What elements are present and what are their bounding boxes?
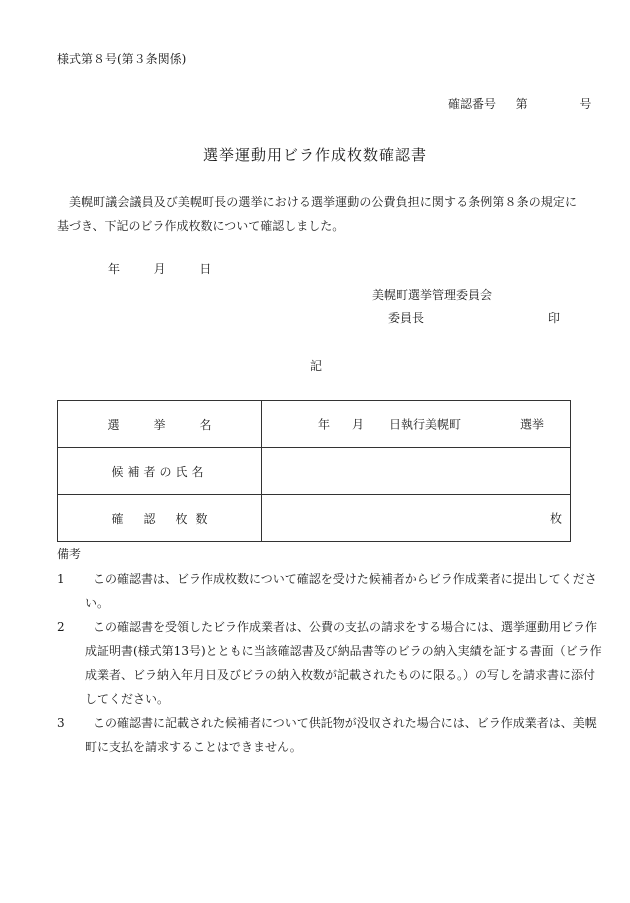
note-item [57,567,605,615]
note-item [57,711,605,759]
note-number: 2 [57,620,65,634]
candidate-name-value[interactable] [262,448,571,495]
confirmation-number-suffix: 号 [579,97,592,111]
details-table [57,400,571,542]
election-name-value[interactable] [262,401,571,448]
date-year: 年 [108,262,121,276]
seal-mark: 印 [548,311,561,325]
date-day: 日 [199,262,212,276]
table-row [58,495,571,542]
confirmed-count-label: 確 認 枚 数 [58,495,262,542]
confirmation-number [448,97,591,111]
form-number: 様式第８号(第３条関係) [57,52,187,66]
note-text: この確認書は、ビラ作成枚数について確認を受けた候補者からビラ作成業者に提出してください。 [85,572,597,610]
date-line [108,262,211,276]
confirmation-number-prefix: 第 [515,97,528,111]
election-suffix: 選挙 [520,417,545,432]
election-month: 月 [352,417,365,432]
notes-heading: 備考 [57,547,82,561]
table-row [58,448,571,495]
intro-paragraph: 美幌町議会議員及び美幌町長の選挙における選挙運動の公費負担に関する条例第８条の規定に基づき、下記のビラ作成枚数について確認しました。 [57,195,577,233]
committee-name: 美幌町選挙管理委員会 [372,288,493,302]
election-year: 年 [318,417,331,432]
note-text: この確認書に記載された候補者について供託物が没収された場合には、ビラ作成業者は、美幌町に支払を請求することはできません。 [85,716,597,754]
confirmed-count-value[interactable] [262,495,571,542]
chairman-label: 委員長 [388,311,425,325]
count-unit: 枚 [549,511,562,526]
note-number: 1 [57,572,65,586]
election-held: 日執行美幌町 [389,417,462,432]
note-number: 3 [57,716,65,730]
document-title: 選挙運動用ビラ作成枚数確認書 [202,146,427,164]
confirmation-number-label: 確認番号 [448,97,497,111]
candidate-name-label: 候補者の氏名 [58,448,262,495]
note-text: この確認書を受領したビラ作成業者は、公費の支払の請求をする場合には、選挙運動用ビラ作成証明書(様式第13号)とともに当該確認書及び納品書等のビラの納入実績を証する書面（ビラ作成業者、ビラ納入年月日及びビラの納入枚数が記載されたものに限る。）の写しを請求書に添付してください。 [85,620,602,706]
table-row [58,401,571,448]
ki-heading: 記 [310,359,323,373]
election-name-label: 選 挙 名 [58,401,262,448]
note-item [57,615,605,711]
date-month: 月 [153,262,166,276]
